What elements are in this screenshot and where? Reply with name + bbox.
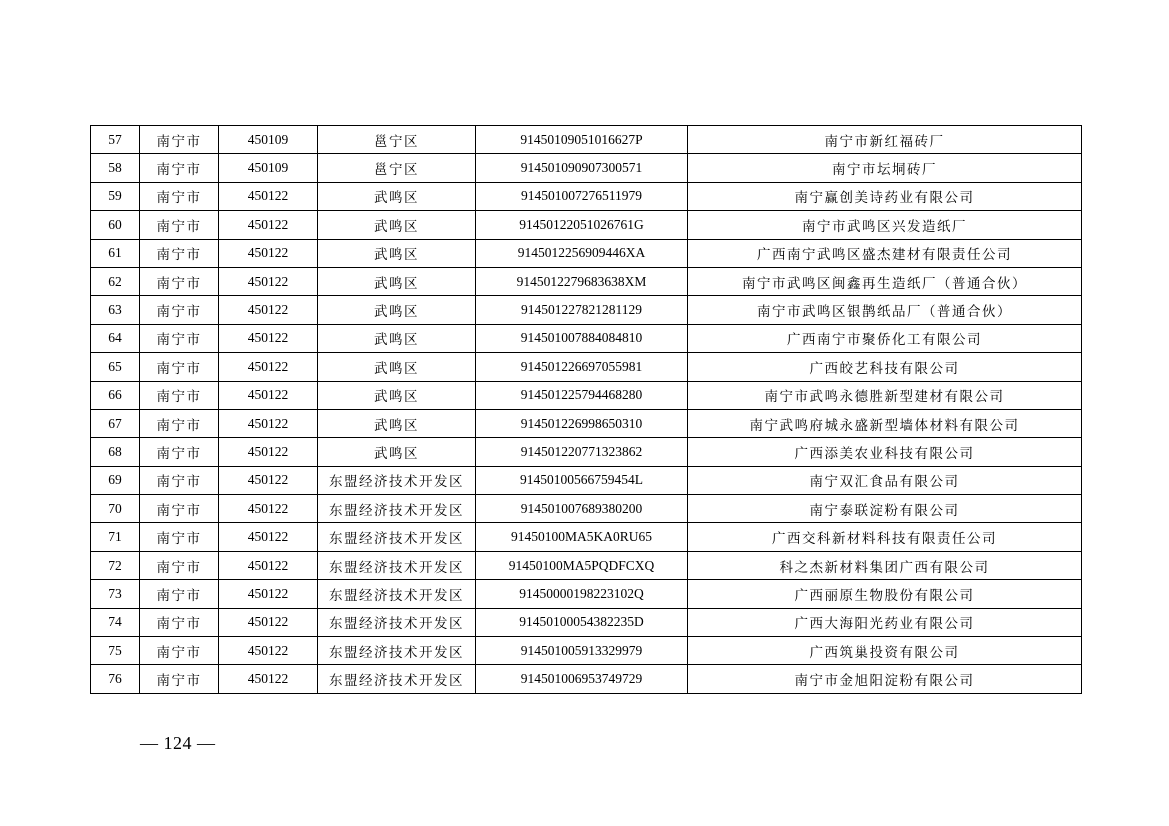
company-name-cell: 科之杰新材料集团广西有限公司 [688, 551, 1082, 579]
table-row [91, 495, 1082, 523]
row-number-cell: 66 [91, 381, 140, 409]
area-code-cell: 450122 [219, 267, 318, 295]
credit-code-cell: 91450109051016627P [476, 126, 688, 154]
district-cell: 武鸣区 [318, 353, 476, 381]
district-cell: 武鸣区 [318, 381, 476, 409]
credit-code-cell: 91450000198223102Q [476, 580, 688, 608]
area-code-cell: 450122 [219, 523, 318, 551]
row-number-cell: 68 [91, 438, 140, 466]
row-number-cell: 64 [91, 324, 140, 352]
area-code-cell: 450122 [219, 239, 318, 267]
row-number-cell: 62 [91, 267, 140, 295]
city-cell: 南宁市 [140, 296, 219, 324]
city-cell: 南宁市 [140, 551, 219, 579]
row-number-cell: 73 [91, 580, 140, 608]
table-row [91, 409, 1082, 437]
credit-code-cell: 9145012256909446XA [476, 239, 688, 267]
company-name-cell: 南宁武鸣府城永盛新型墙体材料有限公司 [688, 409, 1082, 437]
area-code-cell: 450122 [219, 353, 318, 381]
company-name-cell: 南宁双汇食品有限公司 [688, 466, 1082, 494]
page-number: — 124 — [140, 733, 216, 753]
area-code-cell: 450122 [219, 296, 318, 324]
credit-code-cell: 914501006953749729 [476, 665, 688, 693]
district-cell: 邕宁区 [318, 126, 476, 154]
credit-code-cell: 91450122051026761G [476, 211, 688, 239]
district-cell: 武鸣区 [318, 324, 476, 352]
city-cell: 南宁市 [140, 126, 219, 154]
company-name-cell: 南宁市武鸣区兴发造纸厂 [688, 211, 1082, 239]
row-number-cell: 72 [91, 551, 140, 579]
city-cell: 南宁市 [140, 267, 219, 295]
table-row [91, 239, 1082, 267]
company-name-cell: 广西南宁市聚侨化工有限公司 [688, 324, 1082, 352]
credit-code-cell: 914501226697055981 [476, 353, 688, 381]
company-name-cell: 南宁市新红福砖厂 [688, 126, 1082, 154]
area-code-cell: 450122 [219, 438, 318, 466]
city-cell: 南宁市 [140, 665, 219, 693]
table-row [91, 580, 1082, 608]
table-row [91, 182, 1082, 210]
credit-code-cell: 91450100054382235D [476, 608, 688, 636]
credit-code-cell: 914501090907300571 [476, 154, 688, 182]
company-name-cell: 广西交科新材料科技有限责任公司 [688, 523, 1082, 551]
company-name-cell: 广西添美农业科技有限公司 [688, 438, 1082, 466]
row-number-cell: 57 [91, 126, 140, 154]
area-code-cell: 450122 [219, 211, 318, 239]
area-code-cell: 450122 [219, 466, 318, 494]
credit-code-cell: 91450100566759454L [476, 466, 688, 494]
district-cell: 东盟经济技术开发区 [318, 665, 476, 693]
area-code-cell: 450122 [219, 182, 318, 210]
city-cell: 南宁市 [140, 466, 219, 494]
row-number-cell: 69 [91, 466, 140, 494]
city-cell: 南宁市 [140, 353, 219, 381]
table-row [91, 438, 1082, 466]
city-cell: 南宁市 [140, 580, 219, 608]
credit-code-cell: 914501007276511979 [476, 182, 688, 210]
district-cell: 武鸣区 [318, 182, 476, 210]
city-cell: 南宁市 [140, 381, 219, 409]
company-name-cell: 南宁赢创美诗药业有限公司 [688, 182, 1082, 210]
area-code-cell: 450122 [219, 580, 318, 608]
area-code-cell: 450122 [219, 495, 318, 523]
city-cell: 南宁市 [140, 495, 219, 523]
company-name-cell: 广西大海阳光药业有限公司 [688, 608, 1082, 636]
credit-code-cell: 914501007884084810 [476, 324, 688, 352]
area-code-cell: 450122 [219, 665, 318, 693]
row-number-cell: 60 [91, 211, 140, 239]
row-number-cell: 70 [91, 495, 140, 523]
company-name-cell: 南宁市坛垌砖厂 [688, 154, 1082, 182]
credit-code-cell: 914501005913329979 [476, 637, 688, 665]
row-number-cell: 63 [91, 296, 140, 324]
area-code-cell: 450109 [219, 126, 318, 154]
table-row [91, 466, 1082, 494]
credit-code-cell: 914501220771323862 [476, 438, 688, 466]
credit-code-cell: 9145012279683638XM [476, 267, 688, 295]
city-cell: 南宁市 [140, 154, 219, 182]
city-cell: 南宁市 [140, 438, 219, 466]
district-cell: 东盟经济技术开发区 [318, 523, 476, 551]
district-cell: 武鸣区 [318, 296, 476, 324]
company-name-cell: 广西皎艺科技有限公司 [688, 353, 1082, 381]
district-cell: 邕宁区 [318, 154, 476, 182]
table-row [91, 381, 1082, 409]
enterprise-table-container [90, 125, 1081, 694]
company-name-cell: 南宁市武鸣永德胜新型建材有限公司 [688, 381, 1082, 409]
district-cell: 武鸣区 [318, 438, 476, 466]
district-cell: 武鸣区 [318, 239, 476, 267]
company-name-cell: 南宁市武鸣区银鹊纸品厂（普通合伙） [688, 296, 1082, 324]
district-cell: 东盟经济技术开发区 [318, 466, 476, 494]
city-cell: 南宁市 [140, 211, 219, 239]
district-cell: 东盟经济技术开发区 [318, 608, 476, 636]
city-cell: 南宁市 [140, 182, 219, 210]
area-code-cell: 450122 [219, 324, 318, 352]
district-cell: 武鸣区 [318, 409, 476, 437]
table-row [91, 353, 1082, 381]
table-row [91, 523, 1082, 551]
row-number-cell: 61 [91, 239, 140, 267]
credit-code-cell: 914501226998650310 [476, 409, 688, 437]
row-number-cell: 75 [91, 637, 140, 665]
company-name-cell: 广西丽原生物股份有限公司 [688, 580, 1082, 608]
row-number-cell: 58 [91, 154, 140, 182]
row-number-cell: 76 [91, 665, 140, 693]
credit-code-cell: 91450100MA5PQDFCXQ [476, 551, 688, 579]
table-row [91, 324, 1082, 352]
district-cell: 东盟经济技术开发区 [318, 551, 476, 579]
city-cell: 南宁市 [140, 637, 219, 665]
enterprise-table [90, 125, 1082, 694]
credit-code-cell: 91450100MA5KA0RU65 [476, 523, 688, 551]
company-name-cell: 南宁泰联淀粉有限公司 [688, 495, 1082, 523]
table-row [91, 637, 1082, 665]
table-row [91, 126, 1082, 154]
city-cell: 南宁市 [140, 523, 219, 551]
credit-code-cell: 914501227821281129 [476, 296, 688, 324]
district-cell: 东盟经济技术开发区 [318, 495, 476, 523]
area-code-cell: 450122 [219, 637, 318, 665]
district-cell: 武鸣区 [318, 211, 476, 239]
table-row [91, 608, 1082, 636]
row-number-cell: 71 [91, 523, 140, 551]
table-row [91, 267, 1082, 295]
table-row [91, 665, 1082, 693]
company-name-cell: 广西南宁武鸣区盛杰建材有限责任公司 [688, 239, 1082, 267]
row-number-cell: 65 [91, 353, 140, 381]
area-code-cell: 450122 [219, 551, 318, 579]
table-row [91, 154, 1082, 182]
area-code-cell: 450122 [219, 381, 318, 409]
table-row [91, 211, 1082, 239]
area-code-cell: 450122 [219, 608, 318, 636]
city-cell: 南宁市 [140, 608, 219, 636]
company-name-cell: 广西筑巢投资有限公司 [688, 637, 1082, 665]
city-cell: 南宁市 [140, 324, 219, 352]
row-number-cell: 74 [91, 608, 140, 636]
row-number-cell: 67 [91, 409, 140, 437]
area-code-cell: 450109 [219, 154, 318, 182]
district-cell: 武鸣区 [318, 267, 476, 295]
credit-code-cell: 914501007689380200 [476, 495, 688, 523]
area-code-cell: 450122 [219, 409, 318, 437]
table-row [91, 551, 1082, 579]
credit-code-cell: 914501225794468280 [476, 381, 688, 409]
city-cell: 南宁市 [140, 409, 219, 437]
city-cell: 南宁市 [140, 239, 219, 267]
row-number-cell: 59 [91, 182, 140, 210]
table-body [91, 126, 1082, 694]
district-cell: 东盟经济技术开发区 [318, 580, 476, 608]
table-row [91, 296, 1082, 324]
company-name-cell: 南宁市武鸣区闽鑫再生造纸厂（普通合伙） [688, 267, 1082, 295]
company-name-cell: 南宁市金旭阳淀粉有限公司 [688, 665, 1082, 693]
district-cell: 东盟经济技术开发区 [318, 637, 476, 665]
